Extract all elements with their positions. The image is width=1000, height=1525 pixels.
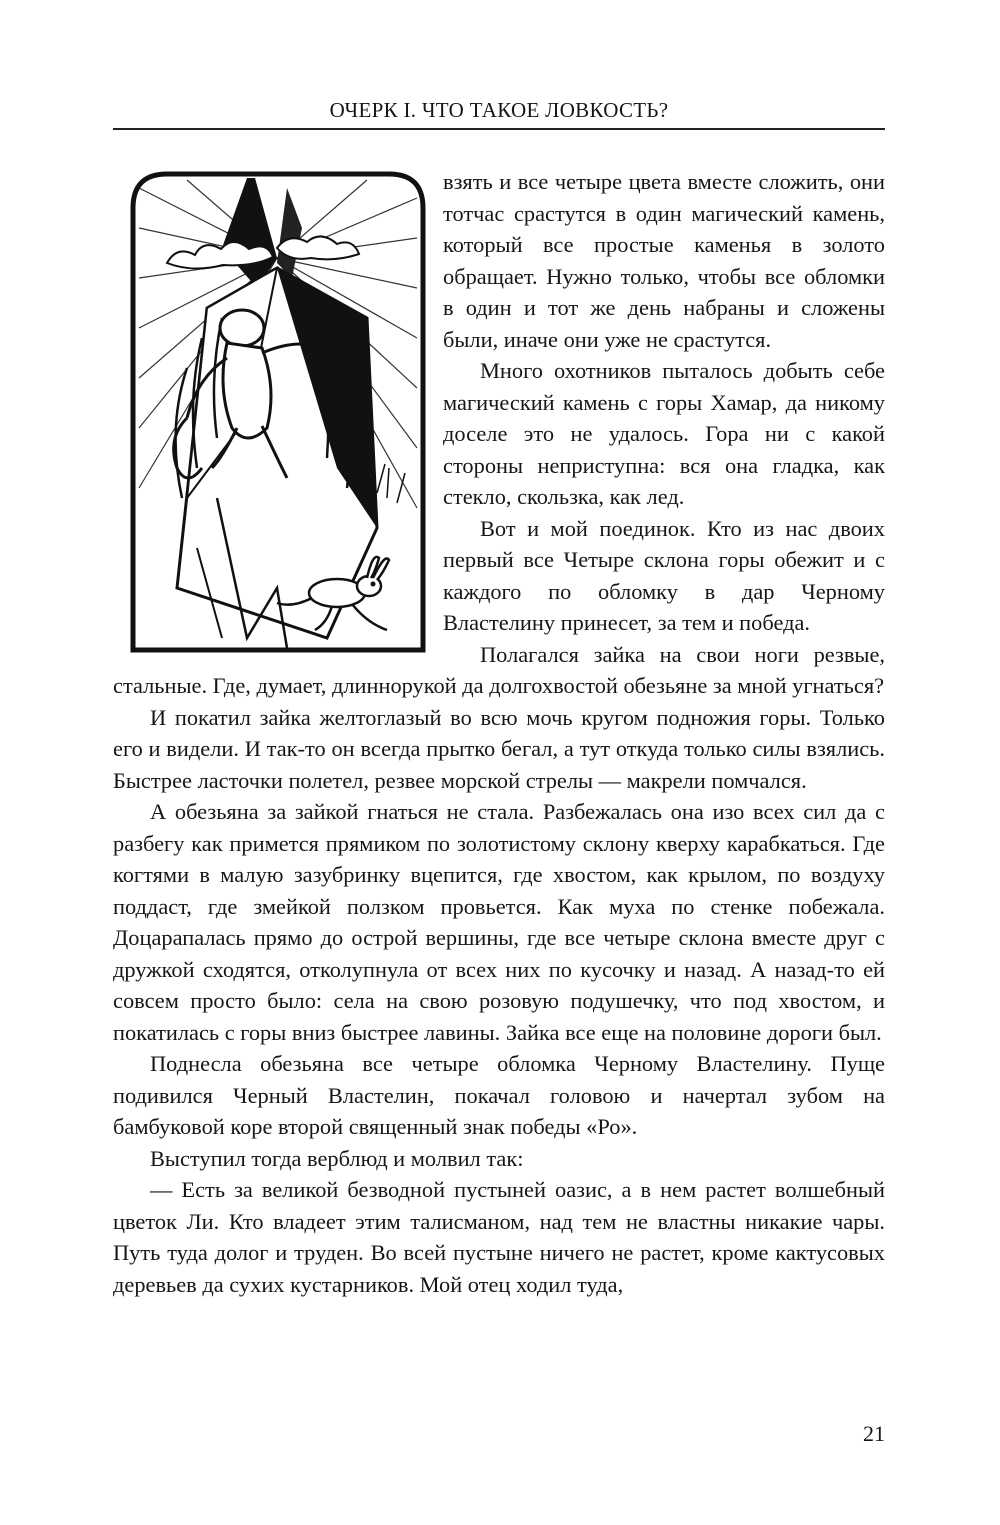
paragraph: — Есть за великой безводной пустыней оазис, а в нем растет волшебный цветок Ли. Кто владеет этим талисманом, над тем не властны никакие чары. Путь туда долог и труден. Во всей пустыне ничего не растет, кроме кактусовых деревьев да сухих кустарников. Мой отец ходил туда, — [113, 1177, 885, 1297]
page-number: 21 — [863, 1421, 885, 1446]
illustration-space — [113, 166, 443, 670]
running-header: ОЧЕРК I. ЧТО ТАКОЕ ЛОВКОСТЬ? — [329, 98, 669, 122]
body-text — [113, 166, 885, 1300]
paragraph: И покатил зайка желтоглазый во всю мочь кругом подножия горы. Только его и видели. И так-то он всегда прытко бегал, а тут откуда только силы взялись. Быстрее ласточки полетел, резвее морской стрелы — макрели помчался. — [113, 704, 885, 793]
header-rule — [113, 128, 885, 130]
paragraph: взять и все четыре цвета вместе сложить, они тотчас срастутся в один магический камень, который все простые каменья в золото обращает. Нужно только, чтобы все обломки в один и тот же день набраны и сложены были, иначе они уже не срастутся. — [443, 169, 885, 352]
paragraph: Полагался зайка на свои ноги резвые, стальные. Где, думает, длиннорукой да долгохвостой обезьяне за мной угнаться? — [113, 641, 885, 698]
paragraph: Вот и мой поединок. Кто из нас двоих первый все Четыре склона горы обежит и с каждого по обломку в дар Черному Властелину принесет, за тем и победа. — [443, 515, 885, 635]
paragraph: А обезьяна за зайкой гнаться не стала. Разбежалась она изо всех сил да с разбегу как примется прямиком по золотистому склону кверху карабкаться. Где когтями в малую зазубринку вцепится, где хвостом, как крылом, по воздуху поддаст, где змейкой ползком провьется. Как муха по стенке побежала. Доцарапалась прямо до острой вершины, где все четыре склона вместе друг с дружкой сходятся, отколупнула от всех них по кусочку и назад. А назад-то ей совсем просто было: села на свою розовую подушечку, что под хвостом, и покатилась с горы вниз быстрее лавины. Зайка все еще на половине дороги был. — [113, 799, 885, 1045]
paragraph: Поднесла обезьяна все четыре обломка Черному Властелину. Пуще подивился Черный Властелин, покачал головою и начертал зубом на бамбуковой коре второй священный знак победы «Ро». — [113, 1051, 885, 1139]
paragraph: Выступил тогда верблюд и молвил так: — [150, 1145, 524, 1171]
paragraph: Много охотников пыталось добыть себе магический камень с горы Хамар, да никому доселе это не удалось. Гора ни с какой стороны неприступна: вся она гладка, как стекло, скользка, как лед. — [443, 358, 885, 509]
